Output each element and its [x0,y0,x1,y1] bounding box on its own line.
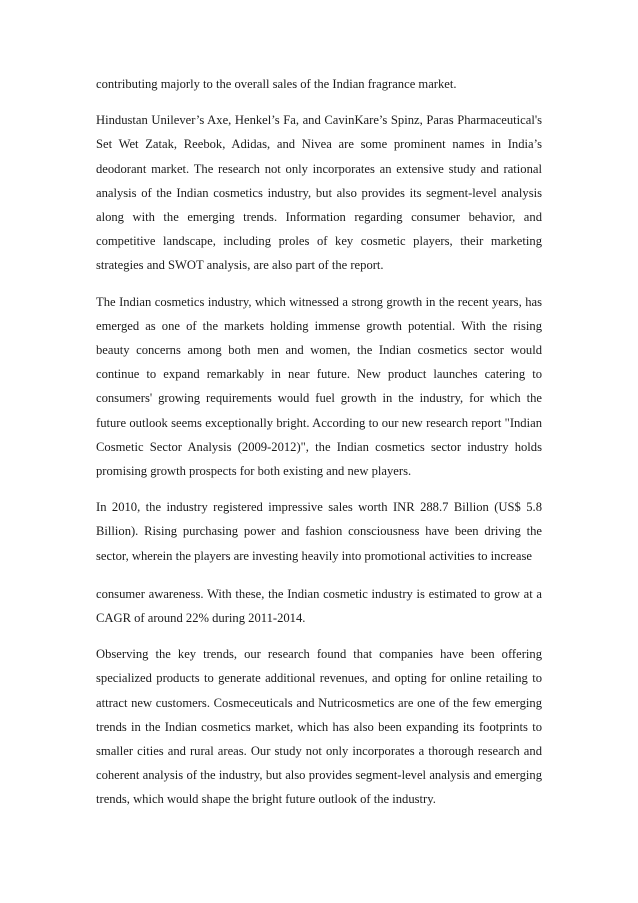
paragraph-sales-2010: In 2010, the industry registered impressive sales worth INR 288.7 Billion (US$ 5.8 Billion). Rising purchasing power and fashion consciousness have been driving the sector, wherein the players are investing heavily into promotional activities to increase [96,500,542,563]
paragraph-deodorant-market: Hindustan Unilever’s Axe, Henkel’s Fa, and CavinKare’s Spinz, Paras Pharmaceutical's Set Wet Zatak, Reebok, Adidas, and Nivea are some prominent names in India’s deodorant market. The research not only incorporates an extensive study and rational analysis of the Indian cosmetics industry, but also provides its segment-level analysis along with the emerging trends. Information regarding consumer behavior, and competitive landscape, including proles of key cosmetic players, their marketing strategies and SWOT analysis, are also part of the report. [96,113,542,273]
paragraph-fragrance-continuation: contributing majorly to the overall sales of the Indian fragrance market. [96,77,457,91]
paragraph-key-trends: Observing the key trends, our research found that companies have been offering specialized products to generate additional revenues, and opting for online retailing to attract new customers. Cosmeceuticals and Nutricosmetics are one of the few emerging trends in the Indian cosmetics market, which has also been expanding its footprints to smaller cities and rural areas. Our study not only incorporates a thorough research and coherent analysis of the industry, but also provides segment-level analysis and emerging trends, which would shape the bright future outlook of the industry. [96,647,542,807]
body-text [96,72,542,824]
paragraph-cagr: consumer awareness. With these, the Indian cosmetic industry is estimated to grow at a CAGR of around 22% during 2011-2014. [96,586,542,626]
paragraph-industry-growth: The Indian cosmetics industry, which witnessed a strong growth in the recent years, has emerged as one of the markets holding immense growth potential. With the rising beauty concerns among both men and women, the Indian cosmetics sector would continue to expand remarkably in near future. New product launches catering to consumers' growing requirements would fuel growth in the industry, for which the future outlook seems exceptionally bright. According to our new research report "Indian Cosmetic Sector Analysis (2009-2012)", the Indian cosmetics sector industry holds promising growth prospects for both existing and new players. [96,294,542,479]
